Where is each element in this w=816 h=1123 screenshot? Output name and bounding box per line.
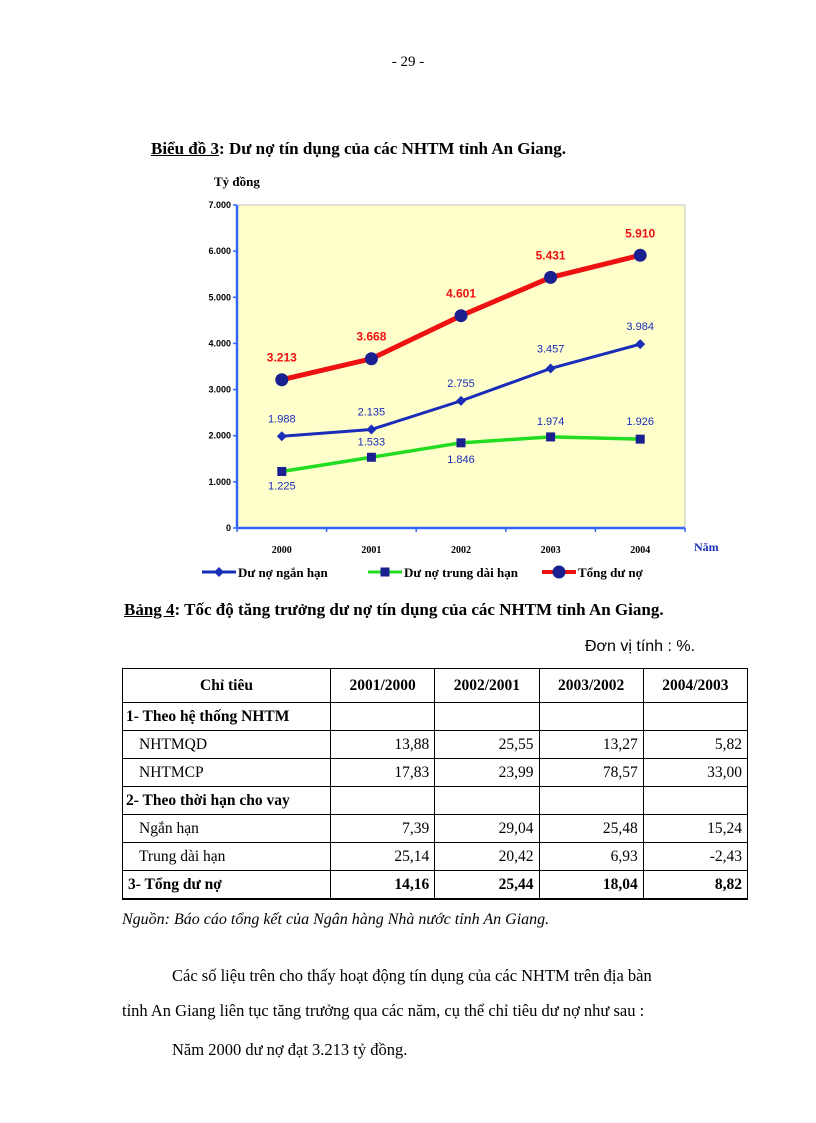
x-tick-label: 2000: [271, 545, 292, 556]
table-row: [123, 731, 748, 759]
table-row-total: [123, 871, 748, 900]
cell-value: 15,24: [643, 815, 747, 843]
table-title: : Tốc độ tăng trưởng dư nợ tín dụng của các NHTM tỉnh An Giang.: [174, 600, 664, 619]
table-header-row: [123, 669, 748, 703]
table-row: [123, 843, 748, 871]
data-label: 1.974: [536, 415, 565, 428]
header-2003-2002: 2003/2002: [539, 669, 643, 703]
cell-value: 7,39: [331, 815, 435, 843]
data-point: [365, 352, 378, 365]
growth-table: [122, 668, 748, 900]
cell-value: 25,14: [331, 843, 435, 871]
figure-title: : Dư nợ tín dụng của các NHTM tỉnh An Giang.: [219, 139, 566, 158]
y-tick-label: 0: [225, 523, 231, 533]
data-label: 2.135: [357, 406, 386, 419]
data-point: [636, 435, 645, 444]
cell-value: 23,99: [435, 759, 539, 787]
header-2002-2001: 2002/2001: [435, 669, 539, 703]
data-label: 5.431: [535, 248, 566, 263]
legend-marker: [214, 567, 224, 577]
data-point: [546, 432, 555, 441]
table-row: [123, 815, 748, 843]
row-label: NHTMCP: [123, 759, 331, 787]
cell-value: 25,44: [435, 871, 539, 900]
data-label: 3.457: [536, 343, 565, 356]
x-tick-label: 2001: [361, 545, 382, 556]
y-tick-label: 2.000: [208, 430, 231, 441]
data-point: [277, 467, 286, 476]
data-label: 3.984: [626, 321, 654, 334]
table-label: Bảng 4: [124, 600, 175, 619]
legend-label: Dư nợ trung dài hạn: [404, 565, 518, 580]
cell-value: 5,82: [643, 731, 747, 759]
paragraph-line: Các số liệu trên cho thấy hoạt động tín dụng của các NHTM trên địa bàn: [172, 966, 652, 985]
paragraph-line: tỉnh An Giang liên tục tăng trưởng qua các năm, cụ thể chỉ tiêu dư nợ như sau :: [122, 1001, 645, 1020]
row-label: Trung dài hạn: [123, 843, 331, 871]
cell-value: 14,16: [331, 871, 435, 900]
figure-caption: [151, 139, 566, 159]
table-caption: [124, 600, 664, 620]
data-label: 3.213: [266, 350, 297, 365]
data-label: 1.533: [357, 436, 386, 449]
data-label: 1.225: [268, 480, 296, 493]
y-tick-label: 6.000: [208, 246, 231, 257]
cell-value: 20,42: [435, 843, 539, 871]
table-row: [123, 759, 748, 787]
row-label: 3- Tổng dư nợ: [123, 871, 331, 900]
data-point: [455, 309, 468, 322]
cell-value: 6,93: [539, 843, 643, 871]
row-label: NHTMQD: [123, 731, 331, 759]
data-label: 2.755: [447, 377, 475, 390]
data-label: 1.926: [626, 416, 654, 429]
cell-value: -2,43: [643, 843, 747, 871]
cell-value: 33,00: [643, 759, 747, 787]
section-label: 2- Theo thời hạn cho vay: [123, 787, 331, 815]
legend-label: Dư nợ ngắn hạn: [238, 565, 328, 580]
data-label: 4.601: [445, 286, 477, 301]
x-tick-label: 2004: [630, 545, 651, 556]
y-tick-label: 5.000: [208, 292, 231, 303]
x-tick-label: 2002: [451, 545, 471, 556]
cell-value: 13,27: [539, 731, 643, 759]
legend-marker: [553, 566, 566, 579]
table-row-section-1: [123, 703, 748, 731]
cell-value: 29,04: [435, 815, 539, 843]
plot-area: [237, 205, 685, 528]
cell-value: 17,83: [331, 759, 435, 787]
data-label: 1.846: [447, 453, 475, 466]
figure-label: Biểu đồ 3: [151, 139, 220, 158]
data-point: [275, 373, 288, 386]
y-tick-label: 4.000: [208, 338, 231, 349]
header-2004-2003: 2004/2003: [643, 669, 747, 703]
y-axis-title: Tỷ đồng: [214, 174, 260, 189]
data-point: [634, 249, 647, 262]
cell-value: 18,04: [539, 871, 643, 900]
cell-value: 8,82: [643, 871, 747, 900]
page-number: - 29 -: [391, 54, 425, 70]
header-chi-tieu: Chỉ tiêu: [123, 669, 331, 703]
data-point: [544, 271, 557, 284]
x-axis-title: Năm: [694, 540, 719, 554]
cell-value: 25,48: [539, 815, 643, 843]
cell-value: 25,55: [435, 731, 539, 759]
header-2001-2000: 2001/2000: [331, 669, 435, 703]
paragraph-line: Năm 2000 dư nợ đạt 3.213 tỷ đồng.: [172, 1040, 408, 1059]
x-tick-label: 2003: [540, 545, 561, 556]
line-chart: [190, 170, 750, 590]
data-label: 3.668: [356, 329, 387, 344]
legend-marker: [381, 568, 390, 577]
data-label: 5.910: [625, 226, 656, 241]
y-tick-label: 3.000: [208, 384, 231, 395]
cell-value: 78,57: [539, 759, 643, 787]
cell-value: 13,88: [331, 731, 435, 759]
legend-label: Tổng dư nợ: [578, 565, 643, 580]
section-label: 1- Theo hệ thống NHTM: [123, 703, 331, 731]
row-label: Ngắn hạn: [123, 815, 331, 843]
table-row-section-2: [123, 787, 748, 815]
data-label: 1.988: [268, 413, 296, 426]
source-note: Nguồn: Báo cáo tổng kết của Ngân hàng Nhà nước tỉnh An Giang.: [122, 911, 550, 928]
data-point: [367, 453, 376, 462]
data-point: [457, 438, 466, 447]
y-tick-label: 1.000: [208, 476, 231, 487]
unit-label: Đơn vị tính : %.: [585, 638, 696, 655]
y-tick-label: 7.000: [208, 200, 231, 210]
